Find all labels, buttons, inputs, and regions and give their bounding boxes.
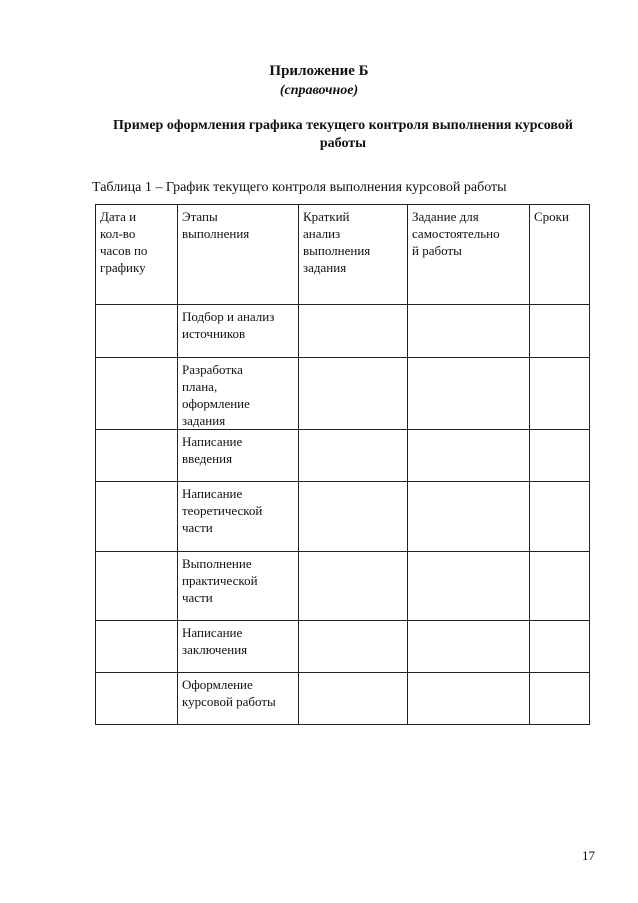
cell-deadline — [530, 552, 590, 621]
cell-deadline — [530, 621, 590, 673]
cell-stage: Написание заключения — [178, 621, 299, 673]
cell-deadline — [530, 482, 590, 552]
cell-analysis — [299, 358, 408, 430]
cell-analysis — [299, 673, 408, 725]
cell-stage: Выполнение практической части — [178, 552, 299, 621]
table-header-row — [96, 205, 590, 305]
cell-task — [408, 621, 530, 673]
appendix-subtitle: (справочное) — [279, 83, 359, 98]
appendix-title: Приложение Б — [269, 63, 369, 79]
table-caption: Таблица 1 – График текущего контроля выполнения курсовой работы — [92, 180, 507, 195]
cell-date — [96, 552, 178, 621]
cell-stage: Подбор и анализ источников — [178, 305, 299, 358]
cell-stage: Разработка плана, оформление задания — [178, 358, 299, 430]
cell-date — [96, 305, 178, 358]
header-cell-self-study-task: Задание для самостоятельно й работы — [408, 205, 530, 305]
cell-analysis — [299, 621, 408, 673]
cell-task — [408, 482, 530, 552]
header-cell-stages: Этапы выполнения — [178, 205, 299, 305]
cell-deadline — [530, 430, 590, 482]
cell-task — [408, 305, 530, 358]
cell-stage: Оформление курсовой работы — [178, 673, 299, 725]
cell-analysis — [299, 552, 408, 621]
cell-deadline — [530, 673, 590, 725]
cell-deadline — [530, 358, 590, 430]
cell-analysis — [299, 430, 408, 482]
cell-date — [96, 430, 178, 482]
example-heading-line-1: Пример оформления графика текущего контроля выполнения курсовой — [113, 118, 573, 133]
table-row — [96, 621, 590, 673]
header-cell-analysis: Краткий анализ выполнения задания — [299, 205, 408, 305]
example-heading — [88, 117, 598, 153]
cell-analysis — [299, 482, 408, 552]
cell-task — [408, 673, 530, 725]
cell-date — [96, 482, 178, 552]
table-row — [96, 673, 590, 725]
cell-date — [96, 358, 178, 430]
cell-task — [408, 358, 530, 430]
header-cell-date-hours: Дата и кол-во часов по графику — [96, 205, 178, 305]
cell-deadline — [530, 305, 590, 358]
table-row — [96, 358, 590, 430]
table-row — [96, 552, 590, 621]
example-heading-line-2: работы — [319, 136, 367, 151]
cell-stage: Написание теоретической части — [178, 482, 299, 552]
cell-task — [408, 552, 530, 621]
cell-date — [96, 621, 178, 673]
cell-stage: Написание введения — [178, 430, 299, 482]
cell-analysis — [299, 305, 408, 358]
schedule-table — [95, 204, 590, 725]
header-cell-deadlines: Сроки — [530, 205, 590, 305]
page-number: 17 — [582, 848, 595, 863]
cell-date — [96, 673, 178, 725]
cell-task — [408, 430, 530, 482]
table-row — [96, 305, 590, 358]
table-row — [96, 482, 590, 552]
table-row — [96, 430, 590, 482]
